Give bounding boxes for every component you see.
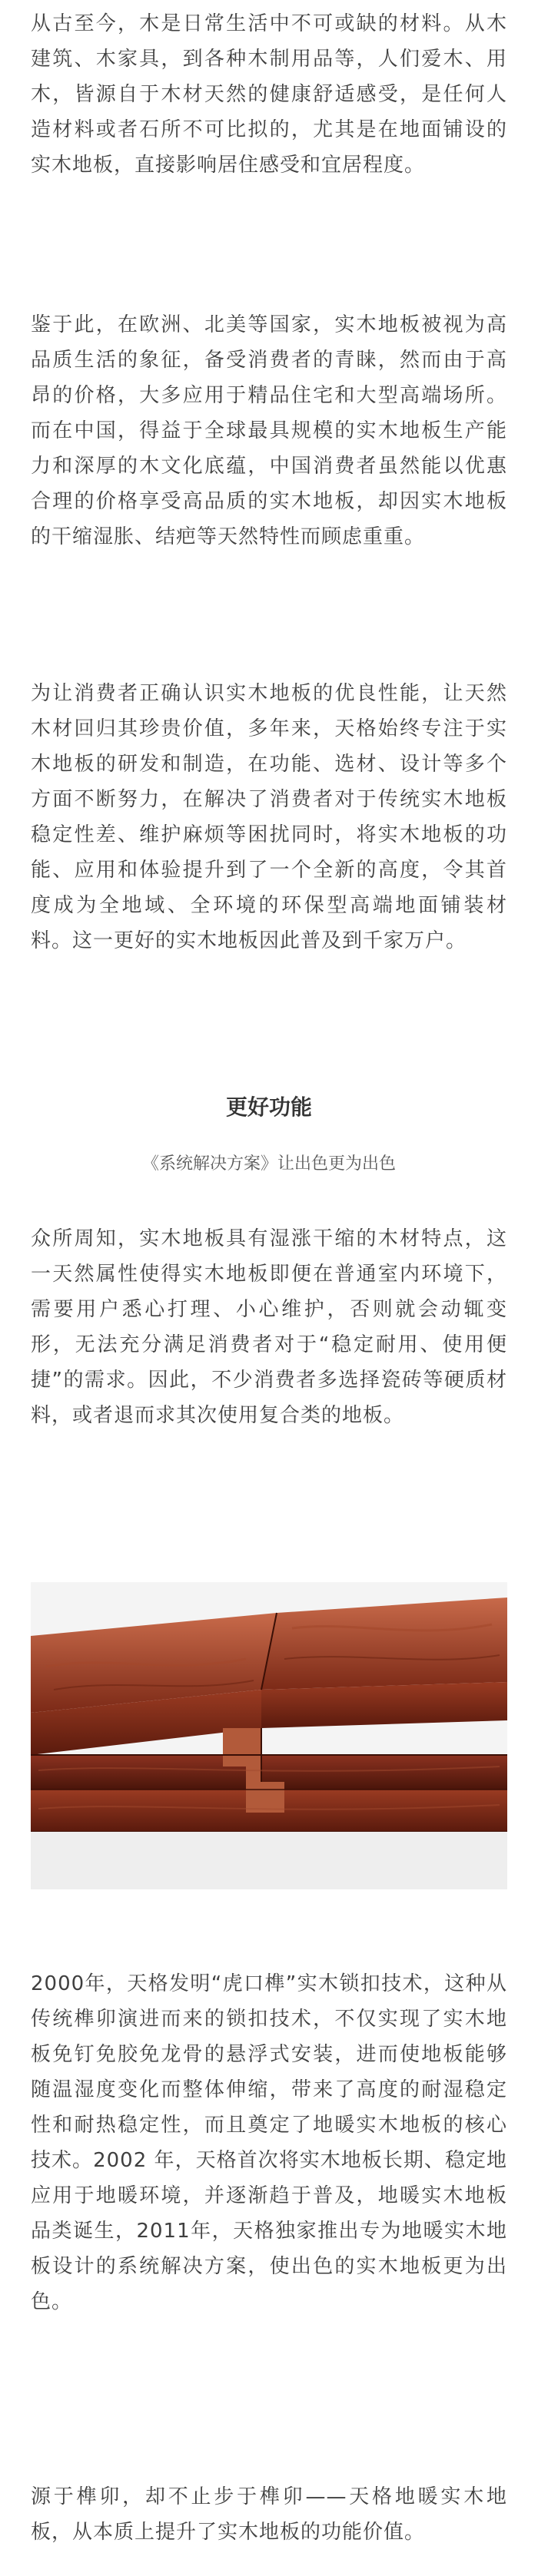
europe-paragraph: 鉴于此，在欧洲、北美等国家，实木地板被视为高品质生活的象征，备受消费者的青睐，然而由于高昂的价格，大多应用于精品住宅和大型高端场所。而在中国，得益于全球最具规模的实木地板生产能力和深厚的木文化底蕴，中国消费者虽然能以优惠合理的价格享受高品质的实木地板，却因实木地板的干缩湿胀、结疤等天然特性而顾虑重重。	[31, 313, 507, 548]
closing-paragraph: 源于榫卯，却不止步于榫卯——天格地暖实木地板，从本质上提升了实木地板的功能价值。	[31, 2485, 507, 2544]
section-title: 更好功能	[225, 1094, 312, 1120]
intro-paragraph: 从古至今，木是日常生活中不可或缺的材料。从木建筑、木家具，到各种木制用品等，人们爱木、用木，皆源自于木材天然的健康舒适感受，是任何人造材料或者石所不可比拟的，尤其是在地面铺设的实木地板，直接影响居住感受和宜居程度。	[31, 12, 507, 177]
tech-paragraph: 2000年，天格发明“虎口榫”实木锁扣技术，这种从传统榫卯演进而来的锁扣技术，不仅实现了实木地板免钉免胶免龙骨的悬浮式安装，进而使地板能够随温湿度变化而整体伸缩，带来了高度的耐湿稳定性和耐热稳定性，而且奠定了地暖实木地板的核心技术。2002 年，天格首次将实木地板长期、稳定地应用于地暖环境，并逐渐趋于普及，地暖实木地板品类诞生，2011年，天格独家推出专为地暖实木地板设计的系统解决方案，使出色的实木地板更为出色。	[31, 1972, 507, 2313]
tiange-paragraph: 为让消费者正确认识实木地板的优良性能，让天然木材回归其珍贵价值，多年来，天格始终专注于实木地板的研发和制造，在功能、选材、设计等多个方面不断努力，在解决了消费者对于传统实木地板稳定性差、维护麻烦等困扰同时，将实木地板的功能、应用和体验提升到了一个全新的高度，令其首度成为全地域、全环境的环保型高端地面铺装材料。这一更好的实木地板因此普及到千家万户。	[31, 682, 507, 952]
problem-paragraph: 众所周知，实木地板具有湿涨干缩的木材特点，这一天然属性使得实木地板即便在普通室内环境下，需要用户悉心打理、小心维护，否则就会动辄变形，无法充分满足消费者对于“稳定耐用、使用便捷”的需求。因此，不少消费者多选择瓷砖等硬质材料，或者退而求其次使用复合类的地板。	[31, 1227, 507, 1427]
wood-floor-image	[31, 1582, 507, 1889]
section-subtitle: 《系统解决方案》让出色更为出色	[141, 1154, 396, 1174]
wood-floor-illustration	[31, 1582, 507, 1889]
